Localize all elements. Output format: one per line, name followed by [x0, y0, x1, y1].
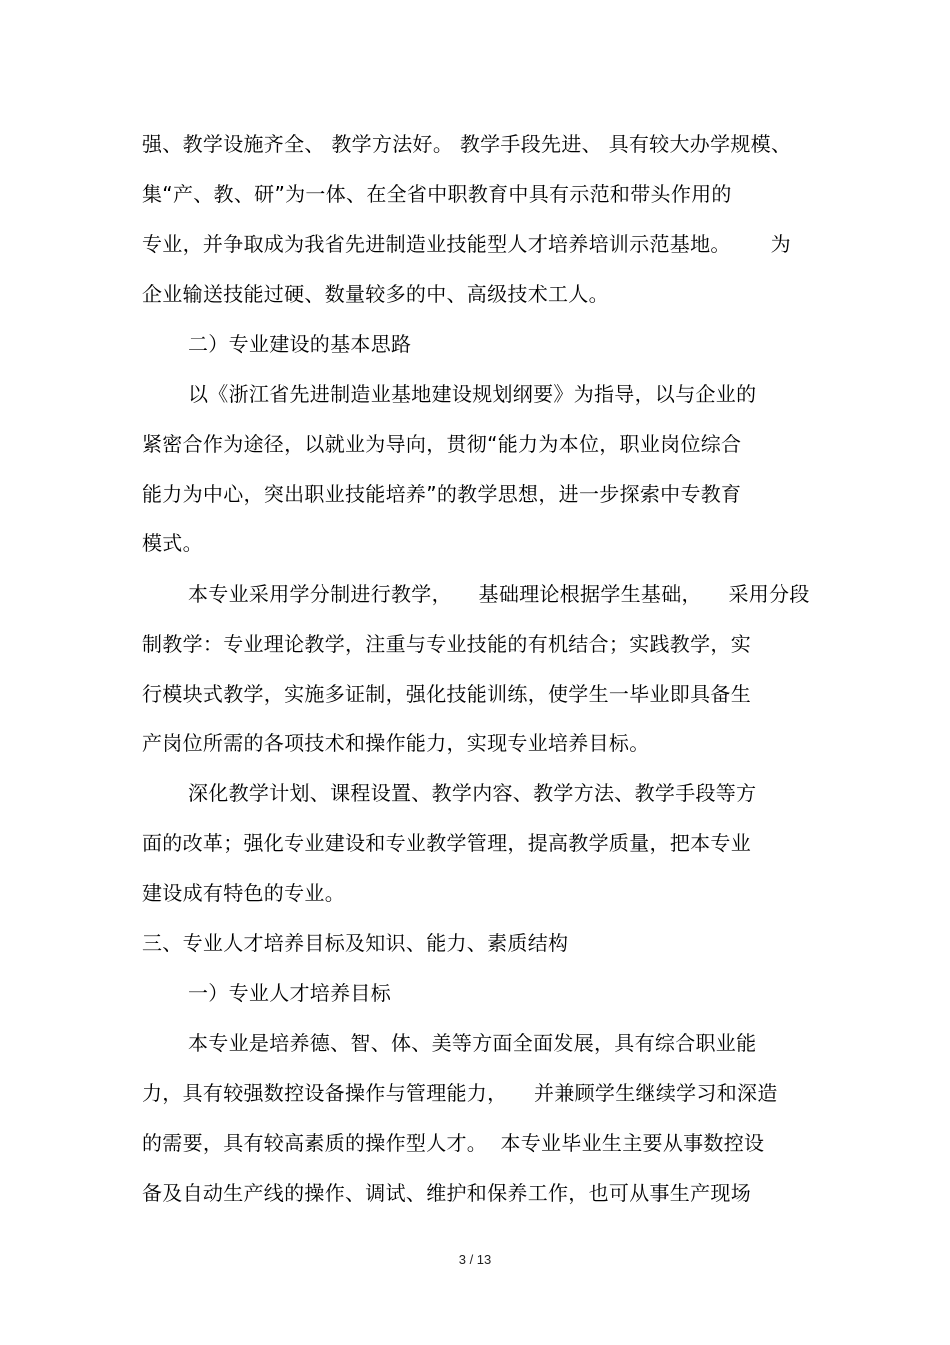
text-line: 集“产、教、研”为一体、在全省中职教育中具有示范和带头作用的 — [142, 182, 732, 206]
text-line: 本专业是培养德、智、体、美等方面全面发展，具有综合职业能 — [188, 1031, 757, 1055]
text-line: 建设成有特色的专业。 — [142, 881, 345, 905]
text-line: 制教学：专业理论教学，注重与专业技能的有机结合；实践教学，实 — [142, 632, 751, 656]
text-line: 模式。 — [142, 531, 203, 555]
text-line: 以《浙江省先进制造业基地建设规划纲要》为指导，以与企业的 — [188, 382, 757, 406]
text-line: 企业输送技能过硬、数量较多的中、高级技术工人。 — [142, 282, 609, 306]
text-line: 能力为中心，突出职业技能培养”的教学思想，进一步探索中专教育 — [142, 482, 742, 506]
text-line: 产岗位所需的各项技术和操作能力，实现专业培养目标。 — [142, 731, 650, 755]
text-line: 的需要，具有较高素质的操作型人才。 本专业毕业生主要从事数控设 — [142, 1131, 765, 1155]
text-line: 备及自动生产线的操作、调试、维护和保养工作，也可从事生产现场 — [142, 1181, 751, 1205]
subsection-heading: 一）专业人才培养目标 — [188, 981, 391, 1005]
text-line: 面的改革；强化专业建设和专业教学管理，提高教学质量，把本专业 — [142, 831, 751, 855]
text-line: 专业，并争取成为我省先进制造业技能型人才培养培训示范基地。 为 — [142, 232, 791, 256]
section-heading: 三、专业人才培养目标及知识、能力、素质结构 — [142, 931, 569, 955]
text-line: 力，具有较强数控设备操作与管理能力， 并兼顾学生继续学习和深造 — [142, 1081, 778, 1105]
page-number: 3 / 13 — [458, 1252, 492, 1267]
text-line: 行模块式教学，实施多证制，强化技能训练，使学生一毕业即具备生 — [142, 682, 751, 706]
text-line: 本专业采用学分制进行教学， 基础理论根据学生基础， 采用分段 — [188, 582, 810, 606]
section-heading: 二）专业建设的基本思路 — [188, 332, 412, 356]
text-line: 强、教学设施齐全、 教学方法好。 教学手段先进、 具有较大办学规模、 — [142, 132, 792, 156]
text-line: 深化教学计划、课程设置、教学内容、教学方法、教学手段等方 — [188, 781, 757, 805]
text-line: 紧密合作为途径，以就业为导向，贯彻“能力为本位，职业岗位综合 — [142, 432, 742, 456]
